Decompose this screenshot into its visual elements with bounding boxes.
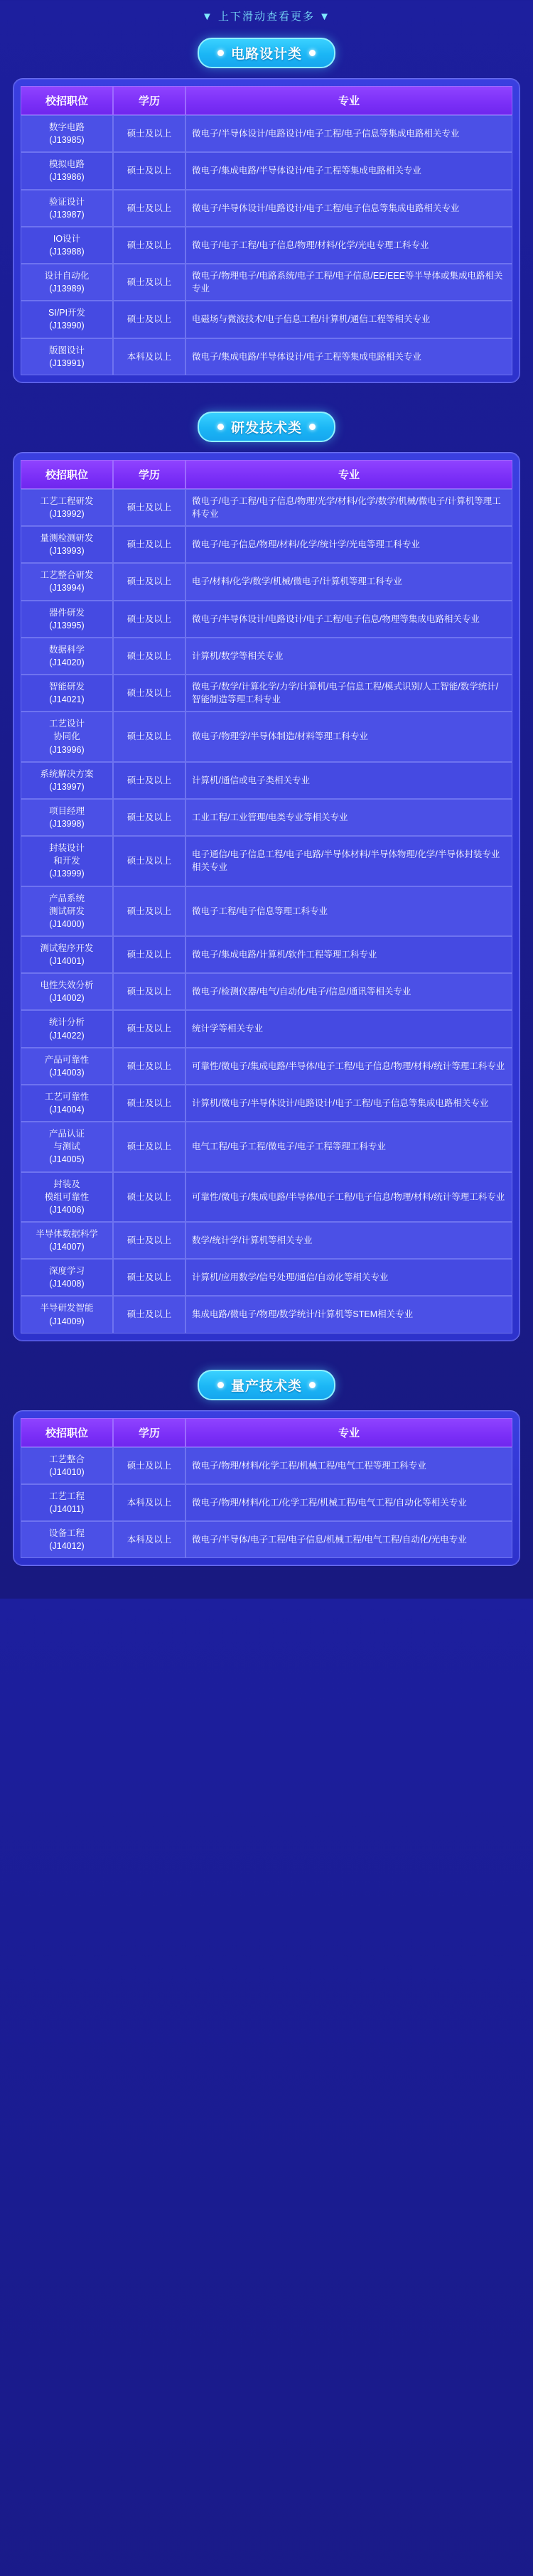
table-row[interactable] [21, 1048, 512, 1085]
table-row[interactable] [21, 1222, 512, 1259]
table-row[interactable] [21, 301, 512, 338]
job-major: 计算机/微电子/半导体设计/电路设计/电子工程/电子信息等集成电路相关专业 [185, 1085, 512, 1122]
table-row[interactable] [21, 936, 512, 973]
table-header-row [21, 460, 512, 489]
job-degree: 硕士及以上 [113, 526, 185, 563]
table-row[interactable] [21, 563, 512, 600]
job-degree: 硕士及以上 [113, 489, 185, 526]
diamond-icon [217, 50, 224, 56]
job-position: 智能研发 (J14021) [21, 675, 113, 712]
table-row[interactable] [21, 799, 512, 836]
column-header: 学历 [113, 460, 185, 489]
job-degree: 硕士及以上 [113, 675, 185, 712]
job-position: 工艺设计 协同化 (J13996) [21, 712, 113, 761]
job-position: 数字电路 (J13985) [21, 115, 113, 152]
table-row[interactable] [21, 1447, 512, 1484]
job-major: 微电子/集成电路/半导体设计/电子工程等集成电路相关专业 [185, 152, 512, 189]
table-row[interactable] [21, 264, 512, 301]
job-degree: 硕士及以上 [113, 886, 185, 936]
job-major: 电子通信/电子信息工程/电子电路/半导体材料/半导体物理/化学/半导体封装专业相关专业 [185, 836, 512, 886]
section-header [0, 412, 533, 442]
table-row[interactable] [21, 836, 512, 886]
job-major: 微电子/物理/材料/化学工程/机械工程/电气工程等理工科专业 [185, 1447, 512, 1484]
table-row[interactable] [21, 886, 512, 936]
job-major: 集成电路/微电子/物理/数学统计/计算机等STEM相关专业 [185, 1296, 512, 1333]
job-position: 设备工程 (J14012) [21, 1521, 113, 1558]
job-degree: 硕士及以上 [113, 190, 185, 227]
table-row[interactable] [21, 1259, 512, 1296]
column-header: 学历 [113, 1418, 185, 1447]
job-position: 模拟电路 (J13986) [21, 152, 113, 189]
job-major: 微电子/半导体设计/电路设计/电子工程/电子信息等集成电路相关专业 [185, 115, 512, 152]
job-degree: 硕士及以上 [113, 936, 185, 973]
job-degree: 硕士及以上 [113, 601, 185, 638]
job-major: 微电子/物理/材料/化工/化学工程/机械工程/电气工程/自动化等相关专业 [185, 1484, 512, 1521]
job-major: 微电子/电子信息/物理/材料/化学/统计学/光电等理工科专业 [185, 526, 512, 563]
section-spacer [0, 1341, 533, 1360]
job-degree: 本科及以上 [113, 338, 185, 375]
table-row[interactable] [21, 227, 512, 264]
job-position: 器件研发 (J13995) [21, 601, 113, 638]
section-spacer [0, 1566, 533, 1584]
jobs-table [21, 86, 512, 375]
job-position: 产品认证 与测试 (J14005) [21, 1122, 113, 1171]
job-category-section [0, 1370, 533, 1585]
job-position: 电性失效分析 (J14002) [21, 973, 113, 1010]
table-row[interactable] [21, 1010, 512, 1047]
table-header-row [21, 86, 512, 115]
job-category-section [0, 38, 533, 402]
column-header: 专业 [185, 460, 512, 489]
table-row[interactable] [21, 1296, 512, 1333]
job-major: 计算机/应用数学/信号处理/通信/自动化等相关专业 [185, 1259, 512, 1296]
section-title: 量产技术类 [230, 1378, 302, 1394]
job-position: 产品系统 测试研发 (J14000) [21, 886, 113, 936]
column-header: 校招职位 [21, 460, 113, 489]
job-position: 工艺整合研发 (J13994) [21, 563, 113, 600]
table-row[interactable] [21, 1085, 512, 1122]
job-position: 测试程序开发 (J14001) [21, 936, 113, 973]
job-major: 计算机/通信或电子类相关专业 [185, 762, 512, 799]
job-position: 版图设计 (J13991) [21, 338, 113, 375]
job-degree: 硕士及以上 [113, 1296, 185, 1333]
job-degree: 硕士及以上 [113, 301, 185, 338]
job-degree: 硕士及以上 [113, 563, 185, 600]
job-major: 微电子/电子工程/电子信息/物理/材料/化学/光电专理工科专业 [185, 227, 512, 264]
job-position: 半导研发智能 (J14009) [21, 1296, 113, 1333]
job-degree: 硕士及以上 [113, 973, 185, 1010]
job-position: 封装设计 和开发 (J13999) [21, 836, 113, 886]
diamond-icon [309, 424, 316, 430]
job-major: 微电子/半导体设计/电路设计/电子工程/电子信息/物理等集成电路相关专业 [185, 601, 512, 638]
job-degree: 硕士及以上 [113, 115, 185, 152]
table-row[interactable] [21, 489, 512, 526]
section-header [0, 1370, 533, 1400]
table-row[interactable] [21, 115, 512, 152]
table-row[interactable] [21, 1484, 512, 1521]
job-position: SI/PI开发 (J13990) [21, 301, 113, 338]
job-position: 验证设计 (J13987) [21, 190, 113, 227]
job-major: 可靠性/微电子/集成电路/半导体/电子工程/电子信息/物理/材料/统计等理工科专业 [185, 1048, 512, 1085]
job-position: 数据科学 (J14020) [21, 638, 113, 675]
job-major: 微电子/电子工程/电子信息/物理/光学/材料/化学/数学/机械/微电子/计算机等理工科专业 [185, 489, 512, 526]
job-major: 微电子/数学/计算化学/力学/计算机/电子信息工程/模式识别/人工智能/数学统计/智能制造等理工科专业 [185, 675, 512, 712]
job-position: 工艺工程 (J14011) [21, 1484, 113, 1521]
job-major: 统计学等相关专业 [185, 1010, 512, 1047]
table-row[interactable] [21, 152, 512, 189]
column-header: 专业 [185, 1418, 512, 1447]
section-title: 电路设计类 [230, 47, 302, 62]
job-major: 微电子/检测仪器/电气/自动化/电子/信息/通讯等相关专业 [185, 973, 512, 1010]
section-spacer [0, 383, 533, 402]
table-row[interactable] [21, 338, 512, 375]
diamond-icon [309, 1382, 316, 1388]
job-position: 深度学习 (J14008) [21, 1259, 113, 1296]
job-major: 微电子工程/电子信息等理工科专业 [185, 886, 512, 936]
job-position: IO设计 (J13988) [21, 227, 113, 264]
scroll-hint: ▼ 上下滑动查看更多 ▼ [201, 11, 332, 23]
job-degree: 硕士及以上 [113, 1048, 185, 1085]
table-row[interactable] [21, 638, 512, 675]
jobs-table [21, 1418, 512, 1559]
job-degree: 硕士及以上 [113, 1259, 185, 1296]
job-degree: 硕士及以上 [113, 1010, 185, 1047]
table-row[interactable] [21, 601, 512, 638]
diamond-icon [217, 1382, 224, 1388]
table-row[interactable] [21, 675, 512, 712]
job-degree: 硕士及以上 [113, 264, 185, 301]
job-major: 工业工程/工业管理/电类专业等相关专业 [185, 799, 512, 836]
jobs-table-card [13, 1410, 520, 1567]
section-title: 研发技术类 [230, 420, 302, 436]
table-row[interactable] [21, 1122, 512, 1171]
column-header: 校招职位 [21, 86, 113, 115]
job-major: 电气工程/电子工程/微电子/电子工程等理工科专业 [185, 1122, 512, 1171]
job-position: 设计自动化 (J13989) [21, 264, 113, 301]
job-degree: 硕士及以上 [113, 1085, 185, 1122]
job-degree: 本科及以上 [113, 1484, 185, 1521]
job-position: 项目经理 (J13998) [21, 799, 113, 836]
job-major: 微电子/物理电子/电路系统/电子工程/电子信息/EE/EEE等半导体或集成电路相关专业 [185, 264, 512, 301]
job-degree: 硕士及以上 [113, 1172, 185, 1222]
table-row[interactable] [21, 762, 512, 799]
column-header: 学历 [113, 86, 185, 115]
job-degree: 硕士及以上 [113, 1222, 185, 1259]
job-degree: 本科及以上 [113, 1521, 185, 1558]
job-major: 微电子/半导体/电子工程/电子信息/机械工程/电气工程/自动化/光电专业 [185, 1521, 512, 1558]
job-position: 系统解决方案 (J13997) [21, 762, 113, 799]
job-major: 电磁场与微波技术/电子信息工程/计算机/通信工程等相关专业 [185, 301, 512, 338]
job-degree: 硕士及以上 [113, 712, 185, 761]
job-category-section [0, 412, 533, 1360]
table-row[interactable] [21, 1172, 512, 1222]
column-header: 专业 [185, 86, 512, 115]
diamond-icon [217, 424, 224, 430]
job-major: 微电子/集成电路/计算机/软件工程等理工科专业 [185, 936, 512, 973]
job-position: 工艺工程研发 (J13992) [21, 489, 113, 526]
job-major: 计算机/数学等相关专业 [185, 638, 512, 675]
table-row[interactable] [21, 526, 512, 563]
job-degree: 硕士及以上 [113, 227, 185, 264]
job-major: 数学/统计学/计算机等相关专业 [185, 1222, 512, 1259]
job-degree: 硕士及以上 [113, 152, 185, 189]
job-position: 工艺整合 (J14010) [21, 1447, 113, 1484]
job-degree: 硕士及以上 [113, 799, 185, 836]
section-title-pill [198, 1370, 335, 1400]
job-degree: 硕士及以上 [113, 762, 185, 799]
job-major: 微电子/物理学/半导体制造/材料等理工科专业 [185, 712, 512, 761]
jobs-table-card [13, 78, 520, 383]
table-header-row [21, 1418, 512, 1447]
table-row[interactable] [21, 973, 512, 1010]
job-major: 微电子/集成电路/半导体设计/电子工程等集成电路相关专业 [185, 338, 512, 375]
table-row[interactable] [21, 1521, 512, 1558]
jobs-table-card [13, 452, 520, 1341]
job-major: 电子/材料/化学/数学/机械/微电子/计算机等理工科专业 [185, 563, 512, 600]
job-degree: 硕士及以上 [113, 1447, 185, 1484]
job-position: 封装及 模组可靠性 (J14006) [21, 1172, 113, 1222]
job-degree: 硕士及以上 [113, 836, 185, 886]
diamond-icon [309, 50, 316, 56]
table-row[interactable] [21, 712, 512, 761]
job-position: 统计分析 (J14022) [21, 1010, 113, 1047]
table-row[interactable] [21, 190, 512, 227]
column-header: 校招职位 [21, 1418, 113, 1447]
job-degree: 硕士及以上 [113, 1122, 185, 1171]
job-position: 产品可靠性 (J14003) [21, 1048, 113, 1085]
section-header [0, 38, 533, 68]
job-position: 半导体数据科学 (J14007) [21, 1222, 113, 1259]
job-position: 工艺可靠性 (J14004) [21, 1085, 113, 1122]
jobs-table [21, 460, 512, 1333]
section-title-pill [198, 38, 335, 68]
job-major: 微电子/半导体设计/电路设计/电子工程/电子信息等集成电路相关专业 [185, 190, 512, 227]
job-position: 量测检测研发 (J13993) [21, 526, 113, 563]
job-degree: 硕士及以上 [113, 638, 185, 675]
sections-container [0, 38, 533, 1584]
job-major: 可靠性/微电子/集成电路/半导体/电子工程/电子信息/物理/材料/统计等理工科专业 [185, 1172, 512, 1222]
section-title-pill [198, 412, 335, 442]
